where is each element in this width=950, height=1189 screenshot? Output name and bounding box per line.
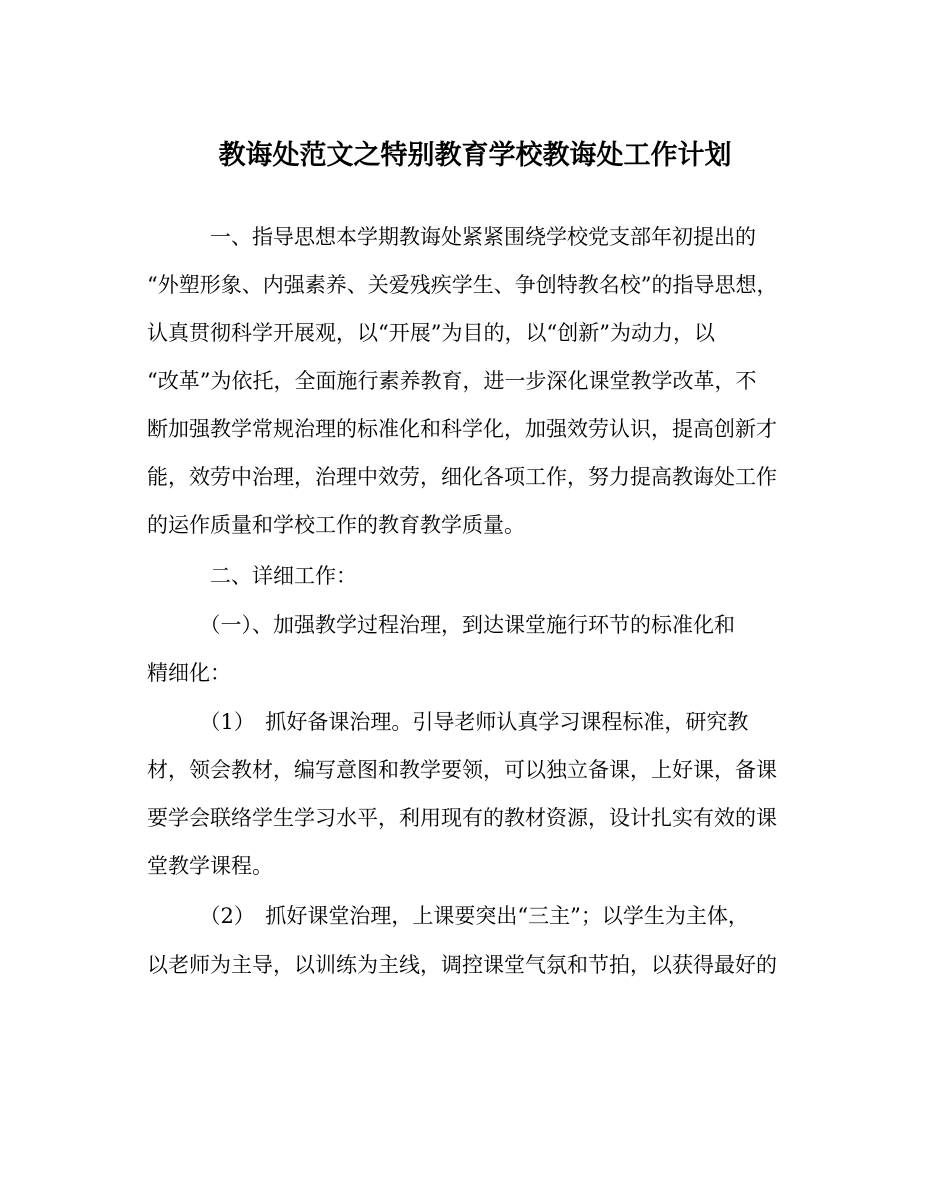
item-1-line-1: （1） 抓好备课治理。引导老师认真学习课程标准，研究教 xyxy=(147,710,749,734)
item-1-line-3: 要学会联络学生学习水平，利用现有的教材资源，设计扎实有效的课 xyxy=(147,806,777,830)
item-2-line-1: （2） 抓好课堂治理，上课要突出“三主”；以学生为主体， xyxy=(147,904,749,928)
item-1-line-4: 堂教学课程。 xyxy=(147,854,273,878)
subsection-line-2: 精细化： xyxy=(147,661,231,685)
item-1-line-2: 材，领会教材，编写意图和教学要领，可以独立备课，上好课，备课 xyxy=(147,758,777,782)
paragraph-line-7: 的运作质量和学校工作的教育教学质量。 xyxy=(147,513,525,537)
section-heading: 二、详细工作： xyxy=(147,564,357,588)
paragraph-line-4: “改革”为依托，全面施行素养教育，进一步深化课堂教学改革，不 xyxy=(147,369,757,393)
item-2-line-2: 以老师为主导，以训练为主线，调控课堂气氛和节拍，以获得最好的 xyxy=(147,953,777,977)
paragraph-line-6: 能，效劳中治理，治理中效劳，细化各项工作，努力提高教诲处工作 xyxy=(147,465,777,489)
paragraph-line-3: 认真贯彻科学开展观，以“开展”为目的，以“创新”为动力，以 xyxy=(147,321,715,345)
paragraph-line-2: “外塑形象、内强素养、关爱残疾学生、争创特教名校”的指导思想， xyxy=(147,273,778,297)
document-title: 教诲处范文之特别教育学校教诲处工作计划 xyxy=(218,140,732,171)
subsection-line-1: （一）、加强教学过程治理，到达课堂施行环节的标准化和 xyxy=(147,613,735,637)
paragraph-line-1: 一、指导思想本学期教诲处紧紧围绕学校党支部年初提出的 xyxy=(147,225,756,249)
paragraph-line-5: 断加强教学常规治理的标准化和科学化，加强效劳认识，提高创新才 xyxy=(147,417,777,441)
